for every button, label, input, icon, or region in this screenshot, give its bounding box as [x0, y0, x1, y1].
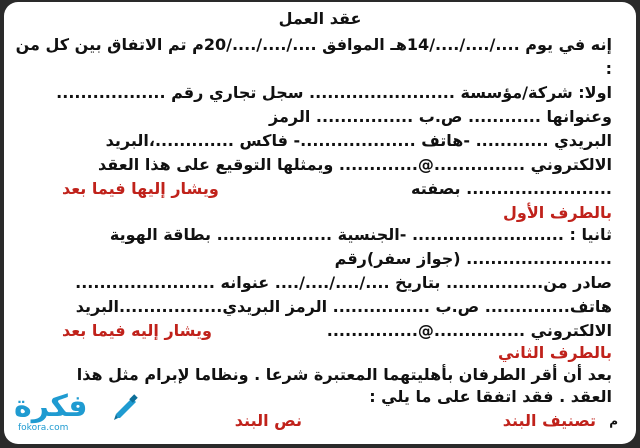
- pen-icon: [112, 392, 142, 422]
- contract-document: [4, 2, 636, 444]
- logo-domain: fokora.com: [18, 423, 69, 433]
- party1-reference: ويشار إليها فيما بعد: [62, 179, 219, 198]
- site-logo: [14, 390, 142, 440]
- closing-line-2: العقد . فقد اتفقا على ما يلي :: [369, 387, 612, 406]
- party1-company-line: اولا: شركة/مؤسسة ........................ سجل تجاري رقم ..................: [56, 83, 612, 102]
- party2-email-line: الالكتروني ...............@...............: [326, 321, 612, 340]
- party2-issued-line: صادر من................ بتاريخ ..../..../..../.... عنوانه .......................: [75, 273, 612, 292]
- party2-name-line: ثانيا : ......................... -الجنسية ................... بطاقة الهوية: [109, 225, 612, 244]
- party1-email-line: الالكتروني ...............@............. ويمثلها التوقيع على هذا العقد: [98, 155, 612, 174]
- logo-text: فكرة: [14, 389, 88, 424]
- party2-label: بالطرف الثاني: [498, 343, 612, 362]
- party1-contact-line: البريدي ............ -هاتف ...................- فاكس .............،البريد: [105, 131, 612, 150]
- party2-phone-line: هاتف.............. ص.ب ................ الرمز البريدي.................البريد: [75, 297, 612, 316]
- party1-address-line: وعنوانها ............ ص.ب ................ الرمز: [269, 107, 612, 126]
- party1-label: بالطرف الأول: [503, 203, 612, 222]
- party2-reference: ويشار إليه فيما بعد: [62, 321, 212, 340]
- table-header-text: نص البند: [234, 411, 302, 430]
- closing-line-1: بعد أن أقر الطرفان بأهليتهما المعتبرة شرعا . ونظاما لإبرام مثل هذا: [76, 365, 612, 384]
- opening-colon: :: [605, 59, 612, 78]
- table-header-classification: تصنيف البند: [502, 411, 596, 430]
- opening-line: إنه في يوم ..../..../..../14هـ الموافق ..../..../..../20م تم الاتفاق بين كل من: [15, 35, 612, 54]
- table-header-num: م: [609, 414, 618, 428]
- party2-passport-line: ........................ (جواز سفر)رقم: [334, 249, 612, 268]
- document-title: عقد العمل: [278, 9, 362, 28]
- party1-capacity-line: ........................ بصفته: [411, 179, 612, 198]
